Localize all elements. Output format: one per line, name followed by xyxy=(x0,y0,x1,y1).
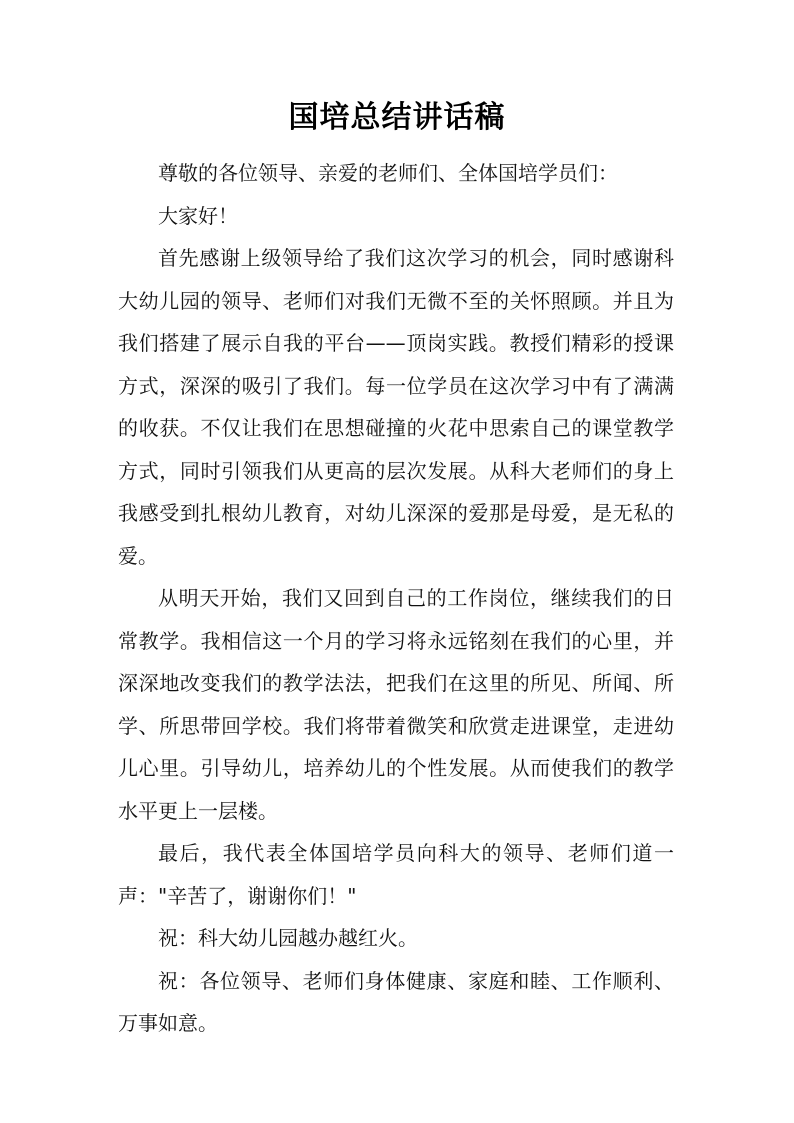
paragraph-future: 从明天开始，我们又回到自己的工作岗位，继续我们的日常教学。我相信这一个月的学习将永远铭刻在我们的心里，并深深地改变我们的教学法法，把我们在这里的所见、所闻、所学、所思带回学校。我们将带着微笑和欣赏走进课堂，走进幼儿心里。引导幼儿，培养幼儿的个性发展。从而使我们的教学水平更上一层楼。 xyxy=(118,586,674,823)
paragraph-greeting: 大家好！ xyxy=(158,203,238,228)
paragraph-salutation: 尊敬的各位领导、亲爱的老师们、全体国培学员们： xyxy=(158,161,618,185)
paragraph-closing: 最后，我代表全体国培学员向科大的领导、老师们道一声："辛苦了，谢谢你们！" xyxy=(118,841,674,908)
document-body xyxy=(118,152,674,1045)
paragraph-wish-leaders: 祝：各位领导、老师们身体健康、家庭和睦、工作顺利、万事如意。 xyxy=(118,968,674,1035)
paragraph-thanks: 首先感谢上级领导给了我们这次学习的机会，同时感谢科大幼儿园的领导、老师们对我们无微不至的关怀照顾。并且为我们搭建了展示自我的平台——顶岗实践。教授们精彩的授课方式，深深的吸引了我们。每一位学员在这次学习中有了满满的收获。不仅让我们在思想碰撞的火花中思索自己的课堂教学方式，同时引领我们从更高的层次发展。从科大老师们的身上我感受到扎根幼儿教育，对幼儿深深的爱那是母爱，是无私的爱。 xyxy=(118,246,674,568)
document-title: 国培总结讲话稿 xyxy=(288,100,506,135)
paragraph-wish-kindergarten: 祝：科大幼儿园越办越红火。 xyxy=(158,926,418,950)
